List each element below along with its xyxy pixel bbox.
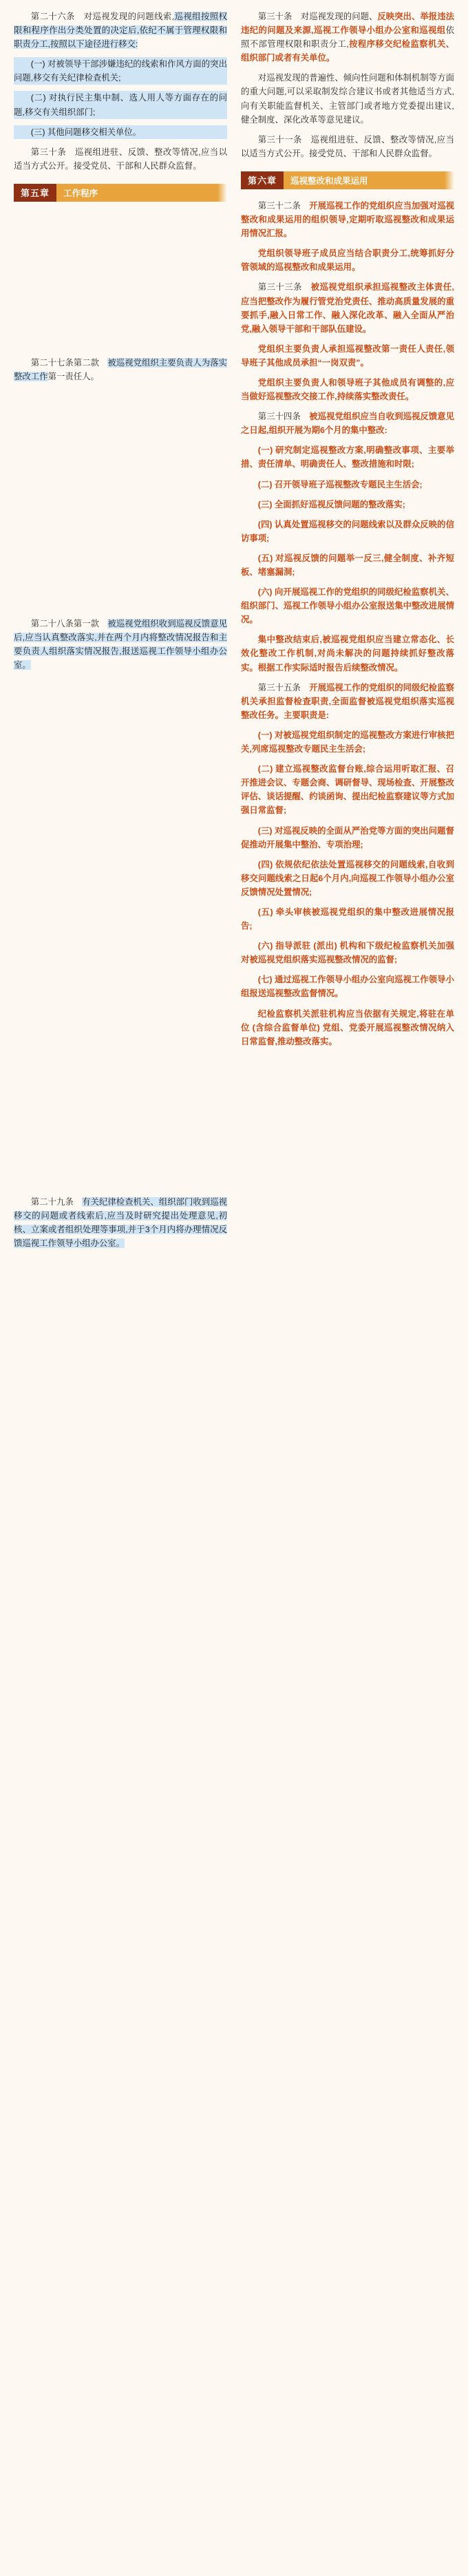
article-34-item-4: (四) 认真处置巡视移交的问题线索以及群众反映的信访事项; (241, 519, 454, 543)
chapter-5-tag: 第五章 (14, 184, 56, 202)
article-35-item-5: (五) 牵头审核被巡视党组织的集中整改进展情况报告; (241, 907, 454, 931)
article-34 (241, 410, 454, 675)
chapter-5-banner (14, 184, 227, 202)
article-35-highlight: 开展巡视工作的党组织的同级纪检监察机关承担监督检查职责,全面监督被巡视党组织落实巡视整改任务。主要职责是: (241, 682, 455, 720)
article-28-label: 第二十八条第一款 (30, 619, 108, 629)
article-35-label: 第三十五条 (257, 682, 310, 693)
chapter-5-title: 工作程序 (56, 184, 227, 202)
article-34-item-6: (六) 向开展巡视工作的党组织的同级纪检监察机关、组织部门、巡视工作领导小组办公室报送集中整改进展情况。 (241, 587, 454, 625)
left-gap-1 (14, 211, 227, 356)
article-35-item-6: (六) 指导派驻 (派出) 机构和下级纪检监察机关加强对被巡视党组织落实巡视整改情况的监督; (241, 941, 454, 965)
article-27-highlight: 被巡视党组织主要负责人为落实整改工作 (14, 357, 228, 382)
article-31 (241, 133, 454, 160)
article-27-tail: 第一责任人。 (47, 372, 99, 382)
article-31-p1: 第三十一条 巡视组进驻、反馈、整改等情况,应当以适当方式公开。接受党员、干部和人民群众监督。 (241, 134, 454, 158)
article-32-p2: 党组织领导班子成员应当结合职责分工,统筹抓好分管领域的巡视整改和成果运用。 (241, 249, 454, 273)
chapter-6-tag: 第六章 (241, 171, 284, 189)
left-gap-3b (14, 823, 227, 968)
right-column (234, 10, 461, 2559)
article-29 (14, 1195, 227, 1250)
article-35-item-7: (七) 通过巡视工作领导小组办公室向巡视工作领导小组报送巡视整改监督情况。 (241, 975, 454, 999)
article-26-p1-part1: 第二十六条 对巡视发现的问题线索, (30, 12, 175, 21)
article-35-item-3: (三) 对巡视反映的全面从严治党等方面的突出问题督促推动开展集中整治、专项治理; (241, 825, 454, 849)
article-28-p1 (14, 617, 227, 672)
left-gap-3 (14, 679, 227, 823)
article-34-item-1: (一) 研究制定巡视整改方案,明确整改事项、主要举措、责任清单、明确责任人、整改措施和时限; (241, 445, 454, 469)
article-26-p2: (一) 对被领导干部涉嫌违纪的线索和作风方面的突出问题,移交有关纪律检查机关; (14, 57, 227, 85)
article-33-highlight-1: 被巡视党组织承担巡视整改主体责任,应当把整改作为履行管党治党责任、推动高质量发展的重要抓手,融入日常工作、融入深化改革、融入全面从严治党,融入领导干部和干部队伍建设。 (241, 282, 454, 334)
article-30-p1 (241, 10, 454, 65)
article-33-label: 第三十三条 (257, 282, 311, 293)
article-29-p1 (14, 1195, 227, 1250)
article-32-p1 (241, 199, 454, 240)
article-26-p1-highlight: 巡视组按照权限和程序作出分类处置的决定后,依纪不属于管理权限和职责分工,按照以下途径进行移交: (14, 12, 227, 50)
article-32-label: 第三十二条 (257, 200, 310, 211)
article-34-item-2: (二) 召开领导班子巡视整改专题民主生活会; (257, 479, 423, 489)
article-32-highlight: 开展巡视工作的党组织应当加强对巡视整改和成果运用的组织领导,定期听取巡视整改和成果运用情况汇报。 (241, 200, 455, 239)
chapter-6-banner (241, 171, 454, 189)
article-30-p2: 对巡视发现的普遍性、倾向性问题和体制机制等方面的重大问题,可以采取制发综合建议书或者其他适当方式,向有关职能监督机关、主管部门或者地方党委提出建议,健全制度、深化改革等意见建议。 (241, 73, 454, 125)
article-26 (14, 10, 227, 139)
left-gap-3c (14, 968, 227, 1112)
article-35-p1 (241, 681, 454, 722)
article-30-left (14, 145, 227, 173)
article-33 (241, 280, 454, 403)
article-35-tail: 纪检监察机关派驻机构应当依据有关规定,将驻在单位 (含综合监督单位) 党组、党委开展巡视整改情况纳入日常监督,推动整改落实。 (241, 1009, 454, 1046)
article-30-left-p1: 第三十条 巡视组进驻、反馈、整改等情况,应当以适当方式公开。接受党员、干部和人民群众监督。 (14, 147, 227, 171)
article-34-tail: 集中整改结束后,被巡视党组织应当建立常态化、长效化整改工作机制,对尚未解决的问题持续抓好整改落实。根据工作实际适时报告后续整改情况。 (241, 635, 454, 673)
article-27 (14, 356, 227, 383)
chapter-6-title: 巡视整改和成果运用 (284, 171, 454, 189)
article-28-highlight: 被巡视党组织收到巡视反馈意见后,应当认真整改落实,并在两个月内将整改情况报告和主要负责人组织落实情况报告,报送巡视工作领导小组办公室。 (14, 619, 228, 671)
article-34-item-5: (五) 对巡视反馈的问题举一反三,健全制度、补齐短板、堵塞漏洞; (241, 553, 454, 577)
article-30-mid: 依照不部管理权限和职责分工, (241, 25, 454, 50)
article-34-p1 (241, 410, 454, 437)
article-34-highlight: 被巡视党组织应当自收到巡视反馈意见之日起,组织开展为期6个月的集中整改: (241, 412, 455, 436)
article-33-p1 (241, 280, 454, 335)
left-gap-2b (14, 534, 227, 617)
article-29-label: 第二十九条 (30, 1196, 83, 1207)
article-35-item-1: (一) 对被巡视党组织制定的巡视整改方案进行审核把关,列席巡视整改专题民主生活会; (241, 730, 454, 754)
article-27-label: 第二十七条第二款 (30, 357, 108, 368)
article-27-p1 (14, 356, 227, 383)
left-column (7, 10, 234, 2559)
article-30-right (241, 10, 454, 127)
article-28 (14, 617, 227, 672)
article-30-highlight-2: 按程序移交纪检监察机关、组织部门或者有关单位。 (241, 39, 454, 63)
article-26-p4: (三) 其他问题移交相关单位。 (14, 125, 227, 139)
article-26-p1 (14, 10, 227, 51)
article-33-p3: 党组织主要负责人和领导班子其他成员有调整的,应当做好巡视整改交接工作,持续落实整改责任。 (241, 377, 454, 402)
article-35 (241, 681, 454, 1048)
article-35-item-2: (二) 建立巡视整改监督台账,综合运用听取汇报、召开推进会议、专题会商、调研督导、现场检查、开展整改评估、谈话提醒、约谈函询、提出纪检监察建议等方式加强日常监督; (241, 764, 454, 816)
article-32 (241, 199, 454, 274)
left-gap-2 (14, 390, 227, 534)
article-35-item-4: (四) 依规依纪依法处置巡视移交的问题线索,自收到移交问题线索之日起6个月内,向巡视工作领导小组办公室反馈情况处置情况; (241, 859, 454, 897)
article-33-p2: 党组织主要负责人承担巡视整改第一责任人责任,领导班子其他成员承担“一岗双责”。 (241, 344, 454, 368)
article-29-highlight: 有关纪律检查机关、组织部门收到巡视移交的问题或者线索后,应当及时研究提出处理意见,初核、立案或者组织处理等事项,并于3个月内将办理情况反馈巡视工作领导小组办公室。 (14, 1196, 228, 1248)
article-30-label: 第三十条 对巡视发现的问题、 (257, 12, 378, 21)
left-gap-3d (14, 1112, 227, 1195)
article-30-highlight-1: 反映突出、举报违法违纪的问题及来源,巡视工作领导小组办公室和巡视组 (241, 12, 455, 36)
article-34-item-3: (三) 全面抓好巡视反馈问题的整改落实; (257, 499, 405, 509)
article-34-label: 第三十四条 (257, 412, 310, 422)
article-26-p3: (二) 对执行民主集中制、选人用人等方面存在的问题,移交有关组织部门; (14, 91, 227, 118)
